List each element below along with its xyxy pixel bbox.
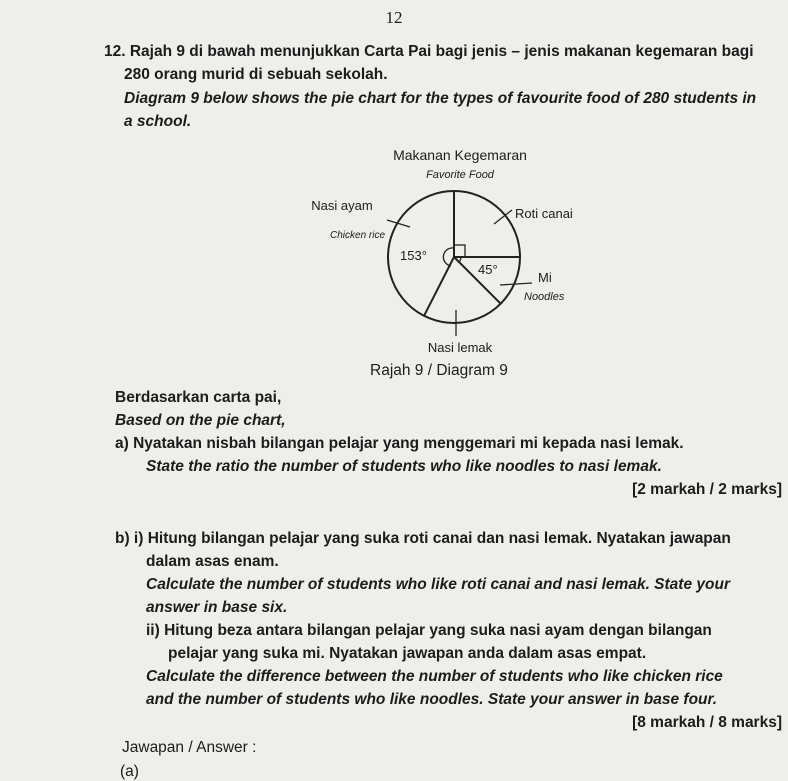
angle-label-noodles: 45°	[478, 262, 498, 277]
answer-part-a: (a)	[120, 763, 139, 780]
intro-en-2: a school.	[124, 113, 192, 130]
pie-chart	[310, 140, 610, 360]
question-bii-en-2: and the number of students who like noodles. State your answer in base four.	[146, 691, 718, 708]
answer-label: Jawapan / Answer :	[122, 739, 257, 756]
angle-label-chicken: 153°	[400, 248, 427, 263]
question-b-marks: [8 markah / 8 marks]	[632, 714, 782, 731]
right-angle-marker	[454, 245, 465, 257]
intro-en-1: Diagram 9 below shows the pie chart for the types of favourite food of 280 students in	[124, 90, 757, 107]
label-nasi-ayam: Nasi ayam	[311, 198, 373, 213]
label-mi: Mi	[538, 270, 552, 285]
question-bii-ms-2: pelajar yang suka mi. Nyatakan jawapan anda dalam asas empat.	[168, 645, 647, 662]
question-a-ms: a) Nyatakan nisbah bilangan pelajar yang menggemari mi kepada nasi lemak.	[115, 435, 684, 452]
question-bii-ms-1: ii) Hitung beza antara bilangan pelajar yang suka nasi ayam dengan bilangan	[146, 622, 712, 639]
chart-subtitle: Favorite Food	[426, 169, 494, 181]
question-bii-en-1: Calculate the difference between the number of students who like chicken rice	[146, 668, 723, 685]
angle-arc-chicken	[443, 248, 454, 266]
leader-mi	[500, 283, 532, 285]
label-roti-canai: Roti canai	[515, 206, 573, 221]
question-bi-ms-1: b) i) Hitung bilangan pelajar yang suka roti canai dan nasi lemak. Nyatakan jawapan	[115, 530, 731, 547]
based-ms: Berdasarkan carta pai,	[115, 389, 282, 406]
question-bi-ms-2: dalam asas enam.	[146, 553, 279, 570]
intro-ms-1: 12. Rajah 9 di bawah menunjukkan Carta Pai bagi jenis – jenis makanan kegemaran bagi	[104, 43, 754, 60]
question-a-en: State the ratio the number of students who like noodles to nasi lemak.	[146, 458, 662, 475]
label-chicken-rice: Chicken rice	[330, 230, 386, 241]
intro-ms-2: 280 orang murid di sebuah sekolah.	[124, 66, 388, 83]
diagram-caption: Rajah 9 / Diagram 9	[370, 362, 508, 379]
chart-title: Makanan Kegemaran	[393, 147, 527, 163]
label-nasi-lemak: Nasi lemak	[427, 340, 493, 355]
page-number: 12	[385, 8, 403, 27]
based-en: Based on the pie chart,	[115, 412, 286, 429]
question-a-marks: [2 markah / 2 marks]	[632, 481, 782, 498]
question-bi-en-1: Calculate the number of students who like roti canai and nasi lemak. State your	[146, 576, 730, 593]
label-noodles: Noodles	[524, 291, 565, 303]
question-bi-en-2: answer in base six.	[146, 599, 288, 616]
